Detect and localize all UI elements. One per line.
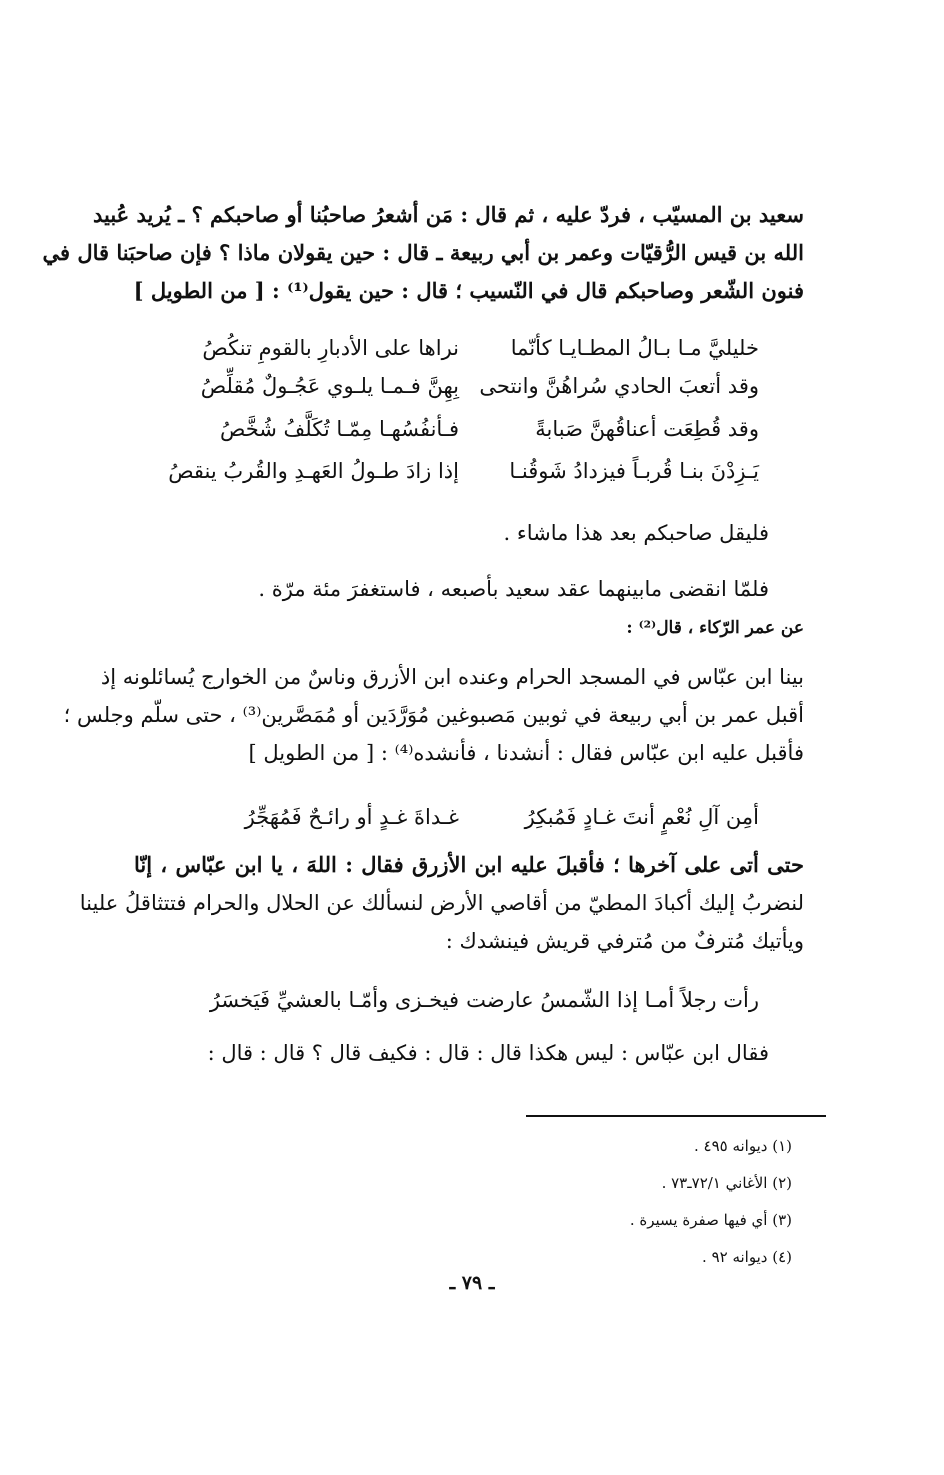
paragraph-line: فأقبل عليه ابن عبّاس فقال : أنشدنا ، فأنشده⁽⁴⁾ : [ من الطويل ] — [248, 741, 804, 765]
footnote: (٣) أي فيها صفرة يسيرة . — [629, 1211, 792, 1229]
verse-first-hemistich: خليليَّ مـا بـالُ المطـايـا كأنّما — [510, 336, 759, 360]
footnote: (١) ديوانه ٤٩٥ . — [693, 1137, 792, 1155]
footnotes — [630, 1128, 792, 1276]
paragraph-2 — [63, 658, 804, 772]
prose-line: فليقل صاحبكم بعد هذا ماشاء . — [503, 521, 769, 545]
paragraph-3 — [79, 846, 804, 960]
poem-verse — [189, 366, 759, 406]
verse-second-hemistich: نراها على الأدبارِ بالقومِ تنكُصُ — [202, 336, 459, 360]
verse-first-hemistich: وقد قُطِعَت أعناقُهنَّ صَبابةً — [535, 417, 759, 441]
verse-second-hemistich: إذا زادَ طـولُ العَهـدِ والقُربُ ينقصُ — [168, 459, 459, 483]
verse-second-hemistich: فـأنفُسُهـا مِمّـا تُكَلَّفُ شُخَّصُ — [220, 417, 459, 441]
verse-second-hemistich: غـداةَ غـدٍ أو رائـحٌ فَمُهَجِّرُ — [244, 805, 459, 829]
verse-first-hemistich: أمِن آلِ نُعْمٍ أنتَ غـادٍ فَمُبكِرُ — [524, 805, 759, 829]
poem-verse — [168, 451, 759, 491]
paragraph-1 — [42, 196, 804, 310]
poem-verse — [189, 409, 759, 449]
paragraph-line: لنضربُ إليك أكبادَ المطيّ من أقاصي الأرض لنسألك عن الحلال والحرام فتتثاقلُ علينا — [79, 891, 804, 915]
verse-first-hemistich: رأت رجلاً أمـا إذا الشّمسُ عارضت — [466, 988, 759, 1012]
footnote: (٢) الأغاني ٧٢/١ـ٧٣ . — [661, 1174, 792, 1192]
footnote-divider — [526, 1115, 826, 1117]
verse-first-hemistich: يَـزِدْنَ بنـا قُربـاً فيزدادُ شَوقُنـا — [509, 459, 759, 483]
verse-first-hemistich: وقد أتعبَ الحادي سُراهُنَّ وانتحى — [479, 374, 759, 398]
section-heading: عن عمر الرّكاء ، قال⁽²⁾ : — [626, 618, 804, 638]
paragraph-line: ويأتيك مُترفٌ من مُترفي قريش فينشدك : — [445, 929, 804, 953]
paragraph-line: أقبل عمر بن أبي ربيعة في ثوبين مَصبوغين مُوَرَّدَين أو مُمَصَّرين⁽³⁾ ، حتى سلّم وجلس ؛ — [63, 703, 804, 727]
poem-verse — [189, 797, 759, 837]
page-number: ـ ٧٩ ـ — [449, 1272, 495, 1294]
prose-line: فلمّا انقضى مابينهما عقد سعيد بأصبعه ، فاستغفرَ مئة مرّة . — [258, 577, 769, 601]
paragraph-line: الله بن قيس الرُّقيّات وعمر بن أبي ربيعة ـ قال : حين يقولان ماذا ؟ فإن صاحبَنا قال في — [42, 240, 804, 265]
footnote: (٤) ديوانه ٩٢ . — [702, 1248, 792, 1266]
prose-line: فقال ابن عبّاس : ليس هكذا قال : قال : فكيف قال ؟ قال : قال : — [207, 1041, 769, 1065]
paragraph-line: بينا ابن عبّاس في المسجد الحرام وعنده ابن الأزرق وناسٌ من الخوارج يُسائلونه إذ — [100, 665, 804, 689]
verse-second-hemistich: فيخـزى وأمّـا بالعشيِّ فَيَخسَرُ — [209, 988, 459, 1012]
poem-verse — [189, 980, 759, 1020]
poem-verse — [189, 328, 759, 368]
paragraph-line: فنون الشّعر وصاحبكم قال في النّسيب ؛ قال : حين يقول⁽¹⁾ : [ من الطويل ] — [133, 278, 804, 303]
paragraph-line: سعيد بن المسيّب ، فردّ عليه ، ثم قال : مَن أشعرُ صاحبُنا أو صاحبكم ؟ ـ يُريد عُبيد — [92, 202, 804, 227]
verse-second-hemistich: بِهِنَّ فـمـا يلـوي عَجُـولٌ مُقلِّصُ — [200, 374, 459, 398]
paragraph-line: حتى أتى على آخرها ؛ فأقبلَ عليه ابن الأزرق فقال : اللهَ ، يا ابن عبّاس ، إنّا — [134, 852, 804, 877]
